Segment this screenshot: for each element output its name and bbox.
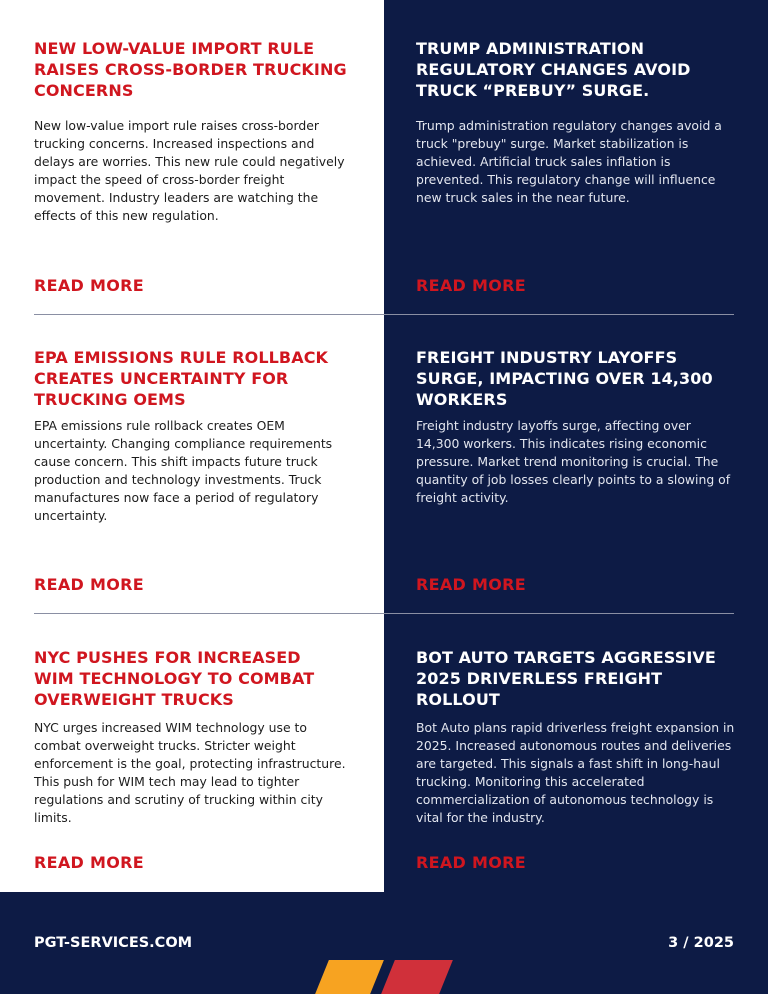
article-body: Trump administration regulatory changes avoid a truck "prebuy" surge. Market stabilization is achieved. Artificial truck sales inflation is prevented. This regulatory change will influence new truck sales in the near future.: [416, 118, 722, 205]
article-title: FREIGHT INDUSTRY LAYOFFS SURGE, IMPACTING OVER 14,300 WORKERS: [416, 348, 713, 409]
read-more-link[interactable]: READ MORE: [416, 276, 526, 295]
read-more-link[interactable]: READ MORE: [416, 575, 526, 594]
read-more-link[interactable]: READ MORE: [34, 276, 144, 295]
read-more-link[interactable]: READ MORE: [34, 575, 144, 594]
article-body: Freight industry layoffs surge, affecting over 14,300 workers. This indicates rising economic pressure. Market trend monitoring is crucial. The quantity of job losses clearly points to a slowing of freight activity.: [416, 418, 731, 505]
page-number: 3 / 2025: [668, 935, 734, 951]
row-divider: [34, 613, 734, 614]
red-stripe-decoration: [381, 960, 453, 994]
article-title: TRUMP ADMINISTRATION REGULATORY CHANGES AVOID TRUCK “PREBUY” SURGE.: [416, 39, 691, 100]
article-body: Bot Auto plans rapid driverless freight expansion in 2025. Increased autonomous routes and deliveries are targeted. This signals a fast shift in long-haul trucking. Monitoring this accelerated commercialization of autonomous technology is vital for the industry.: [416, 720, 735, 825]
article-body: EPA emissions rule rollback creates OEM uncertainty. Changing compliance requirements cause concern. This shift impacts future truck production and technology investments. Truck manufactures now face a period of regulatory uncertainty.: [34, 418, 333, 523]
read-more-link[interactable]: READ MORE: [34, 853, 144, 872]
read-more-link[interactable]: READ MORE: [416, 853, 526, 872]
article-body: NYC urges increased WIM technology use to combat overweight trucks. Stricter weight enforcement is the goal, protecting infrastructure. This push for WIM tech may lead to tighter regulations and scrutiny of trucking within city limits.: [34, 720, 346, 825]
article-title: NYC PUSHES FOR INCREASED WIM TECHNOLOGY TO COMBAT OVERWEIGHT TRUCKS: [34, 648, 315, 709]
article-body: New low-value import rule raises cross-border trucking concerns. Increased inspections and delays are worries. This new rule could negatively impact the speed of cross-border freight movement. Industry leaders are watching the effects of this new regulation.: [34, 118, 345, 223]
article-title: NEW LOW-VALUE IMPORT RULE RAISES CROSS-BORDER TRUCKING CONCERNS: [34, 39, 347, 100]
website-link[interactable]: PGT-SERVICES.COM: [34, 935, 193, 951]
article-title: BOT AUTO TARGETS AGGRESSIVE 2025 DRIVERLESS FREIGHT ROLLOUT: [416, 648, 716, 709]
orange-stripe-decoration: [315, 960, 384, 994]
article-title: EPA EMISSIONS RULE ROLLBACK CREATES UNCERTAINTY FOR TRUCKING OEMS: [34, 348, 329, 409]
row-divider: [34, 314, 734, 315]
